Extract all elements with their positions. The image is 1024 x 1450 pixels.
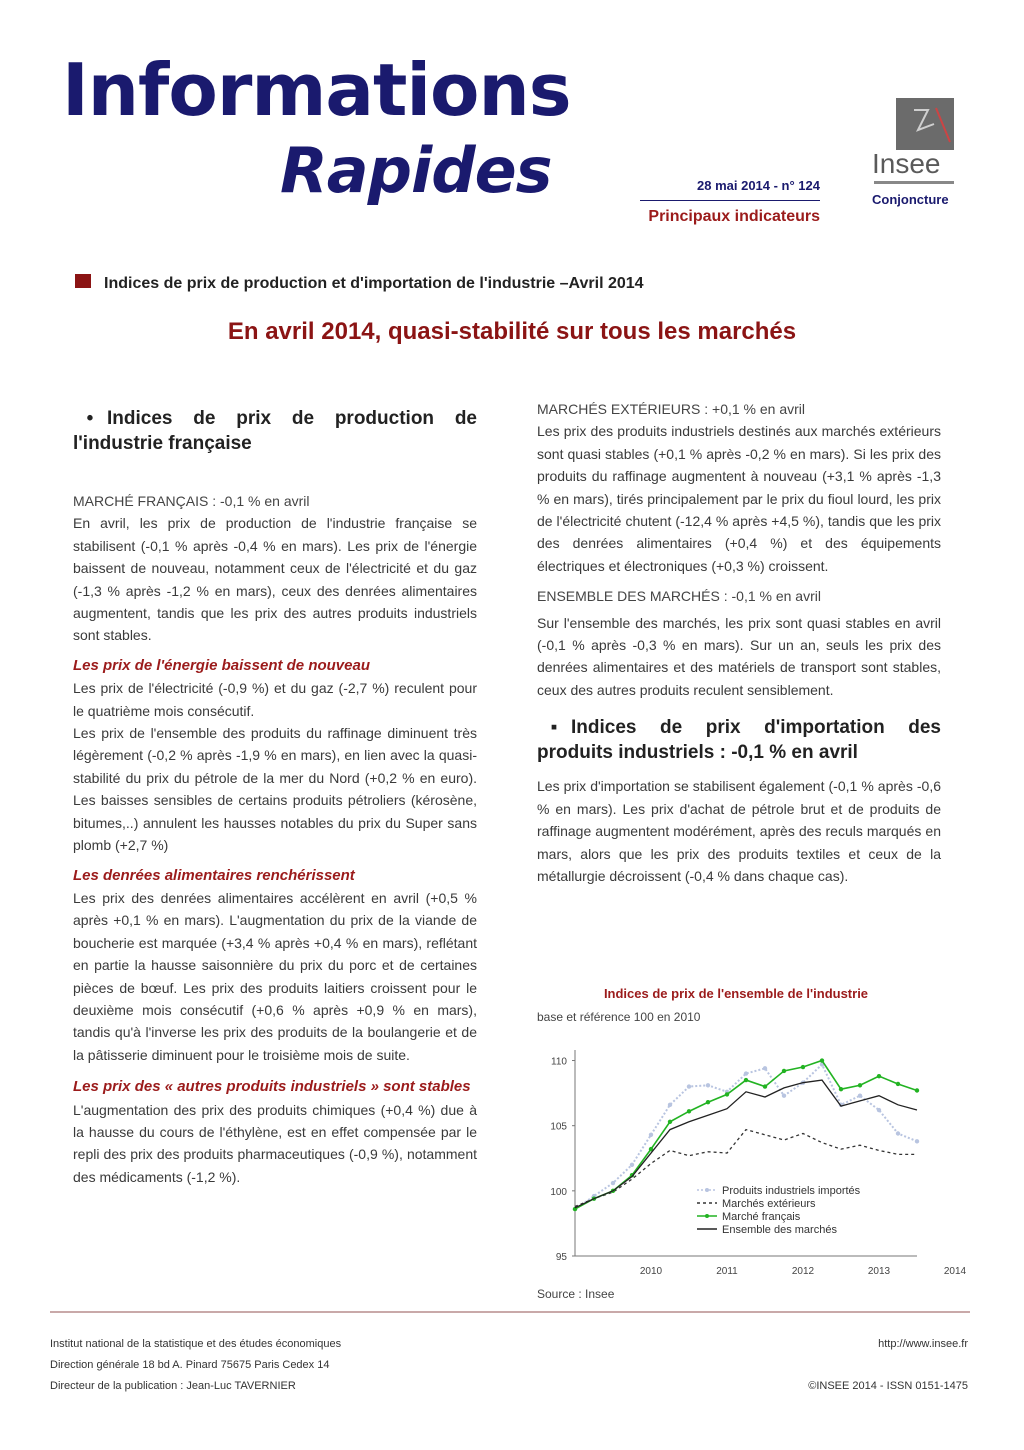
series-point — [915, 1139, 919, 1143]
series-point — [915, 1088, 919, 1092]
footer-director: Directeur de la publication : Jean-Luc TAVERNIER — [50, 1380, 296, 1392]
paragraph: L'augmentation des prix des produits chimiques (+0,4 %) due à la hausse du cours de l'éthylène, est en effet compensée par le repli des prix des produits pharmaceutiques (-0,9 %), notamment des médicaments (-1,2 %). — [73, 1101, 477, 1185]
x-tick-label: 2010 — [639, 1266, 663, 1277]
footer-url[interactable]: http://www.insee.fr — [878, 1338, 968, 1350]
bullet-icon: • — [86, 408, 94, 429]
series-point — [611, 1181, 615, 1185]
section-heading — [537, 715, 941, 765]
subheading: Les prix des « autres produits industriels » sont stables — [73, 1078, 471, 1096]
series-point — [877, 1074, 881, 1078]
section-label: Principaux indicateurs — [648, 208, 820, 225]
issue-number: 28 mai 2014 - n° 124 — [697, 178, 820, 193]
series-point — [668, 1103, 672, 1107]
series-point — [649, 1133, 653, 1137]
legend-marker — [705, 1188, 709, 1192]
x-tick-label: 2013 — [867, 1266, 891, 1277]
series-point — [858, 1083, 862, 1087]
masthead-title: Informations — [62, 48, 571, 132]
legend-marker — [705, 1214, 709, 1218]
section-heading-text: Indices de prix d'importation des produits industriels : -0,1 % en avril — [537, 717, 941, 764]
price-index-chart — [537, 1040, 967, 1280]
x-tick-label: 2012 — [791, 1266, 815, 1277]
series-point — [858, 1094, 862, 1098]
right-column — [537, 398, 941, 887]
footer-address: Direction générale 18 bd A. Pinard 75675 Paris Cedex 14 — [50, 1359, 330, 1371]
paragraph: Les prix des produits industriels destinés aux marchés extérieurs sont quasi stables (+0,1 % après -0,2 % en mars). Si les prix des produits du raffinage augmentent à nouveau (+3,1 % après -1,3 % en mars), tirés principalement par le prix du fioul lourd, les prix de l'électricité chutent (-12,4 % après +4,5 %), tandis que les prix des denrées alimentaires (+0,4 %) et des équipements électriques et électroniques (+0,3 %) croissent. — [537, 423, 941, 574]
market-label: MARCHÉS EXTÉRIEURS : +0,1 % en avril — [537, 401, 806, 417]
y-tick-label: 95 — [555, 1252, 567, 1263]
series-point — [839, 1087, 843, 1091]
chart-title: Indices de prix de l'ensemble de l'industrie — [603, 986, 869, 1001]
series-point — [782, 1069, 786, 1073]
legend-label: Marchés extérieurs — [722, 1198, 816, 1210]
chart-subtitle: base et référence 100 en 2010 — [537, 1010, 701, 1024]
market-label: MARCHÉ FRANÇAIS : -0,1 % en avril — [73, 493, 310, 509]
kicker: Indices de prix de production et d'importation de l'industrie –Avril 2014 — [104, 275, 644, 292]
series-point — [896, 1131, 900, 1135]
series-point — [668, 1120, 672, 1124]
series-point — [725, 1092, 729, 1096]
footer-divider — [50, 1311, 970, 1313]
x-tick-label: 2014 — [943, 1266, 967, 1277]
series-point — [706, 1083, 710, 1087]
series-point — [801, 1065, 805, 1069]
series-point — [877, 1108, 881, 1112]
section-heading-text: Indices de prix de production de l'industrie française — [73, 408, 477, 454]
legend-label: Produits industriels importés — [722, 1185, 861, 1197]
header-divider — [640, 200, 820, 201]
paragraph: Sur l'ensemble des marchés, les prix sont quasi stables en avril (-0,1 % après -0,3 % en mars). Sur un an, seuls les prix des denrées alimentaires et des matériels de transport sont stables, ceux des autres produits reculent sensiblement. — [537, 614, 941, 698]
masthead-subtitle: Rapides — [280, 134, 552, 207]
paragraph: Les prix de l'électricité (-0,9 %) et du gaz (-2,7 %) reculent pour le quatrième mois consécutif. — [73, 680, 477, 719]
series-point — [744, 1078, 748, 1082]
logo-wordmark: Insee — [872, 148, 941, 179]
series-point — [687, 1109, 691, 1113]
y-tick-label: 110 — [551, 1056, 567, 1068]
subheading: Les denrées alimentaires renchérissent — [73, 866, 355, 884]
paragraph: En avril, les prix de production de l'industrie française se stabilisent (-0,1 % après -0,4 % en mars). Les prix de l'énergie baissent de nouveau, notamment ceux de l'électricité et du gaz (-1,3 % après -1,2 % en mars), ceux des denrées alimentaires augmentent, tandis que les prix des autres produits industriels sont stables. — [73, 515, 477, 644]
series-point — [782, 1094, 786, 1098]
x-tick-label: 2011 — [716, 1266, 738, 1277]
section-heading — [73, 406, 477, 456]
subheading: Les prix de l'énergie baissent de nouveau — [73, 656, 370, 674]
series-point — [763, 1066, 767, 1070]
paragraph: Les prix de l'ensemble des produits du raffinage diminuent très légèrement (-0,2 % après -1,9 % en mars), en lien avec la quasi-stabilité du prix du pétrole de la mer du Nord (+0,2 % en euro). Les baisses sensibles de certains produits pétroliers (kérosène, bitumes,..) annulent les hausses notables du prix du Super sans plomb (+2,7 %) — [73, 725, 477, 854]
series-point — [763, 1084, 767, 1088]
legend-label: Marché français — [722, 1211, 801, 1223]
series-point — [630, 1163, 634, 1167]
insee-logo — [868, 98, 958, 210]
legend-label: Ensemble des marchés — [722, 1224, 837, 1236]
series-point — [896, 1082, 900, 1086]
left-column — [73, 406, 477, 1188]
series-point — [706, 1100, 710, 1104]
logo-mark-icon — [896, 98, 954, 150]
market-label: ENSEMBLE DES MARCHÉS : -0,1 % en avril — [537, 588, 821, 605]
logo-tagline: Conjoncture — [872, 192, 949, 207]
paragraph: Les prix des denrées alimentaires accélèrent en avril (+0,5 % après +0,1 % en mars). L'augmentation du prix de la viande de boucherie est marquée (+3,4 % après +0,4 % en mars), reflétant en partie la hausse saisonnière du prix du porc et de certaines pièces de bœuf. Les prix des produits laitiers croissent pour le deuxième mois consécutif (+0,6 % après +0,9 % en mars), tandis qu'à l'inverse les prix des produits de la boulangerie et de la pâtisserie diminuent pour le troisième mois de suite. — [73, 889, 477, 1063]
bullet-icon: ▪ — [550, 717, 558, 739]
kicker-bullet-icon — [75, 274, 91, 288]
series-point — [820, 1058, 824, 1062]
y-tick-label: 100 — [550, 1186, 567, 1198]
logo-tagline-bar — [874, 181, 954, 184]
series-point — [687, 1084, 691, 1088]
y-tick-label: 105 — [550, 1121, 567, 1133]
chart-source: Source : Insee — [537, 1287, 615, 1301]
headline: En avril 2014, quasi-stabilité sur tous les marchés — [227, 318, 797, 345]
series-point — [744, 1071, 748, 1075]
footer-institution: Institut national de la statistique et des études économiques — [50, 1338, 342, 1350]
footer-copyright: ©INSEE 2014 - ISSN 0151-1475 — [808, 1380, 968, 1392]
paragraph: Les prix d'importation se stabilisent également (-0,1 % après -0,6 % en mars). Les prix d'achat de pétrole brut et de produits de raffinage augmentent modérément, après des reculs marqués en mars, alors que les prix des produits textiles et ceux de la métallurgie décroissent (-0,4 % dans chaque cas). — [537, 778, 941, 884]
